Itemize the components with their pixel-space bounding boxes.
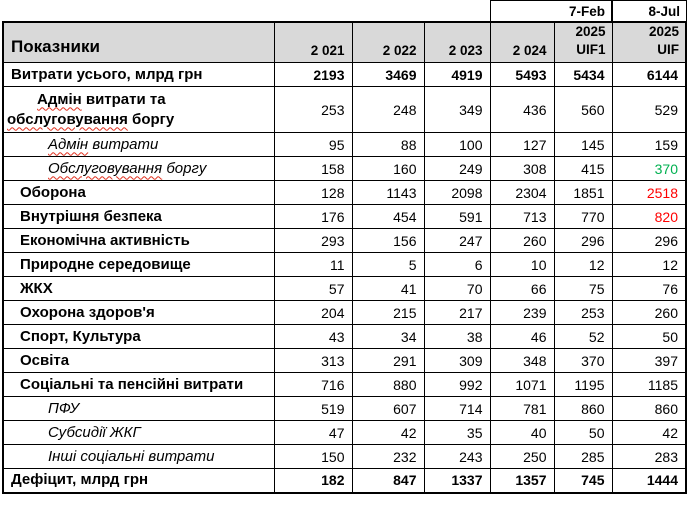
row-label-cell[interactable]: [3, 63, 274, 87]
value-cell[interactable]: 260: [612, 301, 686, 325]
row-label-cell[interactable]: [3, 87, 274, 133]
row-label-cell[interactable]: [3, 301, 274, 325]
value-cell[interactable]: 248: [352, 87, 424, 133]
value-cell[interactable]: 12: [612, 253, 686, 277]
value-cell[interactable]: 5: [352, 253, 424, 277]
forecast-date-cell-uif1[interactable]: 7-Feb: [490, 0, 612, 21]
value-cell[interactable]: 43: [274, 325, 352, 349]
value-cell[interactable]: 158: [274, 157, 352, 181]
table-row: [3, 229, 686, 253]
value-cell[interactable]: 2098: [424, 181, 490, 205]
row-label-cell[interactable]: [3, 253, 274, 277]
label-text: боргу: [162, 159, 207, 177]
value-cell[interactable]: 607: [352, 397, 424, 421]
value-cell[interactable]: 781: [490, 397, 554, 421]
row-label-cell[interactable]: [3, 133, 274, 157]
value-cell[interactable]: 1185: [612, 373, 686, 397]
forecast-date-cell-uif[interactable]: 8-Jul: [612, 0, 687, 21]
label-text: Спорт, Культура: [20, 327, 141, 345]
value-cell[interactable]: 2304: [490, 181, 554, 205]
value-cell[interactable]: 50: [554, 421, 612, 445]
value-cell[interactable]: 75: [554, 277, 612, 301]
label-text: Субсидії ЖКГ: [48, 423, 141, 441]
value-cell[interactable]: 70: [424, 277, 490, 301]
value-cell[interactable]: 992: [424, 373, 490, 397]
value-cell[interactable]: 3469: [352, 63, 424, 87]
table-row: [3, 181, 686, 205]
budget-table: [2, 21, 687, 494]
value-cell[interactable]: 293: [274, 229, 352, 253]
header-row: [3, 22, 686, 63]
value-cell[interactable]: 348: [490, 349, 554, 373]
table-header: [3, 22, 686, 63]
value-cell[interactable]: 88: [352, 133, 424, 157]
header-cell-2022[interactable]: 2 022: [352, 22, 424, 63]
row-label-cell[interactable]: [3, 397, 274, 421]
misspelled-word: Адмін: [48, 135, 89, 153]
value-cell[interactable]: 182: [274, 469, 352, 493]
forecast-date-row: [0, 0, 689, 21]
value-cell[interactable]: 12: [554, 253, 612, 277]
misspelled-word: Обслуговування: [48, 159, 163, 177]
label-text: Внутрішня безпека: [20, 207, 162, 225]
header-cell-2024[interactable]: 2 024: [490, 22, 554, 63]
value-cell[interactable]: 370: [612, 157, 686, 181]
value-cell[interactable]: 128: [274, 181, 352, 205]
header-2025-line: 2025: [648, 24, 679, 39]
value-cell[interactable]: 308: [490, 157, 554, 181]
table-row: [3, 205, 686, 229]
value-cell[interactable]: 95: [274, 133, 352, 157]
value-cell[interactable]: 714: [424, 397, 490, 421]
value-cell[interactable]: 1143: [352, 181, 424, 205]
row-label-cell[interactable]: [3, 205, 274, 229]
value-cell[interactable]: 150: [274, 445, 352, 469]
value-cell[interactable]: 232: [352, 445, 424, 469]
value-cell[interactable]: 283: [612, 445, 686, 469]
label-text: витрати та: [81, 90, 166, 108]
header-cell-indicators[interactable]: Показники: [3, 22, 274, 63]
header-uif-line: UIF: [657, 42, 679, 57]
value-cell[interactable]: 247: [424, 229, 490, 253]
value-cell[interactable]: 160: [352, 157, 424, 181]
value-cell[interactable]: 5434: [554, 63, 612, 87]
value-cell[interactable]: 1337: [424, 469, 490, 493]
value-cell[interactable]: 35: [424, 421, 490, 445]
value-cell[interactable]: 40: [490, 421, 554, 445]
table-row: [3, 157, 686, 181]
value-cell[interactable]: 1071: [490, 373, 554, 397]
row-label-cell[interactable]: [3, 181, 274, 205]
value-cell[interactable]: 176: [274, 205, 352, 229]
label-text: Природне середовище: [20, 255, 191, 273]
value-cell[interactable]: 349: [424, 87, 490, 133]
value-cell[interactable]: 34: [352, 325, 424, 349]
table-row: [3, 301, 686, 325]
value-cell[interactable]: 285: [554, 445, 612, 469]
value-cell[interactable]: 250: [490, 445, 554, 469]
value-cell[interactable]: 260: [490, 229, 554, 253]
label-text: Освіта: [20, 351, 70, 369]
value-cell[interactable]: 591: [424, 205, 490, 229]
value-cell[interactable]: 560: [554, 87, 612, 133]
row-label-cell[interactable]: [3, 325, 274, 349]
value-cell[interactable]: 1357: [490, 469, 554, 493]
header-cell-2021[interactable]: 2 021: [274, 22, 352, 63]
value-cell[interactable]: 57: [274, 277, 352, 301]
table-row: [3, 133, 686, 157]
row-label-cell[interactable]: [3, 277, 274, 301]
value-cell[interactable]: 239: [490, 301, 554, 325]
value-cell[interactable]: 2193: [274, 63, 352, 87]
table-row: [3, 253, 686, 277]
value-cell[interactable]: 217: [424, 301, 490, 325]
value-cell[interactable]: 47: [274, 421, 352, 445]
misspelled-word: обслуговування: [7, 110, 128, 128]
value-cell[interactable]: 42: [352, 421, 424, 445]
value-cell[interactable]: 50: [612, 325, 686, 349]
value-cell[interactable]: 38: [424, 325, 490, 349]
table-body: [3, 63, 686, 493]
value-cell[interactable]: 397: [612, 349, 686, 373]
label-text: витрати: [88, 135, 159, 153]
table-row: [3, 421, 686, 445]
value-cell[interactable]: 46: [490, 325, 554, 349]
header-cell-2025-uif1[interactable]: [554, 22, 612, 63]
value-cell[interactable]: 519: [274, 397, 352, 421]
value-cell[interactable]: 847: [352, 469, 424, 493]
value-cell[interactable]: 145: [554, 133, 612, 157]
label-text: Інші соціальні витрати: [48, 447, 215, 465]
value-cell[interactable]: 159: [612, 133, 686, 157]
table-row: [3, 349, 686, 373]
value-cell[interactable]: 716: [274, 373, 352, 397]
label-text: ЖКХ: [20, 279, 53, 297]
table-row: [3, 445, 686, 469]
value-cell[interactable]: 156: [352, 229, 424, 253]
table-row: [3, 397, 686, 421]
value-cell[interactable]: 249: [424, 157, 490, 181]
row-label-cell[interactable]: [3, 421, 274, 445]
value-cell[interactable]: 253: [554, 301, 612, 325]
misspelled-word: Адмін: [37, 90, 82, 108]
value-cell[interactable]: 291: [352, 349, 424, 373]
value-cell[interactable]: 529: [612, 87, 686, 133]
value-cell[interactable]: 6144: [612, 63, 686, 87]
table-row: [3, 277, 686, 301]
label-text: Економічна активність: [20, 231, 190, 249]
value-cell[interactable]: 100: [424, 133, 490, 157]
value-cell[interactable]: 215: [352, 301, 424, 325]
value-cell[interactable]: 1851: [554, 181, 612, 205]
label-text: Соціальні та пенсійні витрати: [20, 375, 244, 393]
value-cell[interactable]: 820: [612, 205, 686, 229]
value-cell[interactable]: 127: [490, 133, 554, 157]
value-cell[interactable]: 770: [554, 205, 612, 229]
table-row: [3, 87, 686, 133]
table-row: [3, 63, 686, 87]
value-cell[interactable]: 713: [490, 205, 554, 229]
value-cell[interactable]: 454: [352, 205, 424, 229]
table-row: [3, 325, 686, 349]
value-cell[interactable]: 415: [554, 157, 612, 181]
value-cell[interactable]: 204: [274, 301, 352, 325]
header-uif1-line: UIF1: [576, 42, 606, 57]
value-cell[interactable]: 6: [424, 253, 490, 277]
row-label-cell[interactable]: [3, 349, 274, 373]
value-cell[interactable]: 296: [554, 229, 612, 253]
label-text: Оборона: [20, 183, 86, 201]
value-cell[interactable]: 860: [612, 397, 686, 421]
value-cell[interactable]: 66: [490, 277, 554, 301]
value-cell[interactable]: 4919: [424, 63, 490, 87]
value-cell[interactable]: 52: [554, 325, 612, 349]
value-cell[interactable]: 370: [554, 349, 612, 373]
value-cell[interactable]: 1444: [612, 469, 686, 493]
header-2025-line: 2025: [575, 24, 606, 39]
label-text: Витрати усього, млрд грн: [11, 65, 203, 83]
row-label-cell[interactable]: [3, 445, 274, 469]
header-cell-2023[interactable]: 2 023: [424, 22, 490, 63]
value-cell[interactable]: 10: [490, 253, 554, 277]
row-label-cell[interactable]: [3, 469, 274, 493]
value-cell[interactable]: 309: [424, 349, 490, 373]
value-cell[interactable]: 2518: [612, 181, 686, 205]
value-cell[interactable]: 41: [352, 277, 424, 301]
header-cell-2025-uif[interactable]: [612, 22, 686, 63]
row-label-cell[interactable]: [3, 157, 274, 181]
label-text: боргу: [127, 110, 175, 128]
row-label-cell[interactable]: [3, 229, 274, 253]
label-text: ПФУ: [48, 399, 80, 417]
table-row: [3, 373, 686, 397]
value-cell[interactable]: 1195: [554, 373, 612, 397]
value-cell[interactable]: 745: [554, 469, 612, 493]
value-cell[interactable]: 11: [274, 253, 352, 277]
value-cell[interactable]: 76: [612, 277, 686, 301]
value-cell[interactable]: 436: [490, 87, 554, 133]
value-cell[interactable]: 296: [612, 229, 686, 253]
label-text: Охорона здоров'я: [20, 303, 155, 321]
value-cell[interactable]: 42: [612, 421, 686, 445]
value-cell[interactable]: 243: [424, 445, 490, 469]
label-text: Дефіцит, млрд грн: [11, 471, 149, 489]
value-cell[interactable]: 253: [274, 87, 352, 133]
value-cell[interactable]: 860: [554, 397, 612, 421]
value-cell[interactable]: 313: [274, 349, 352, 373]
row-label-cell[interactable]: [3, 373, 274, 397]
value-cell[interactable]: 5493: [490, 63, 554, 87]
value-cell[interactable]: 880: [352, 373, 424, 397]
table-row: [3, 469, 686, 493]
